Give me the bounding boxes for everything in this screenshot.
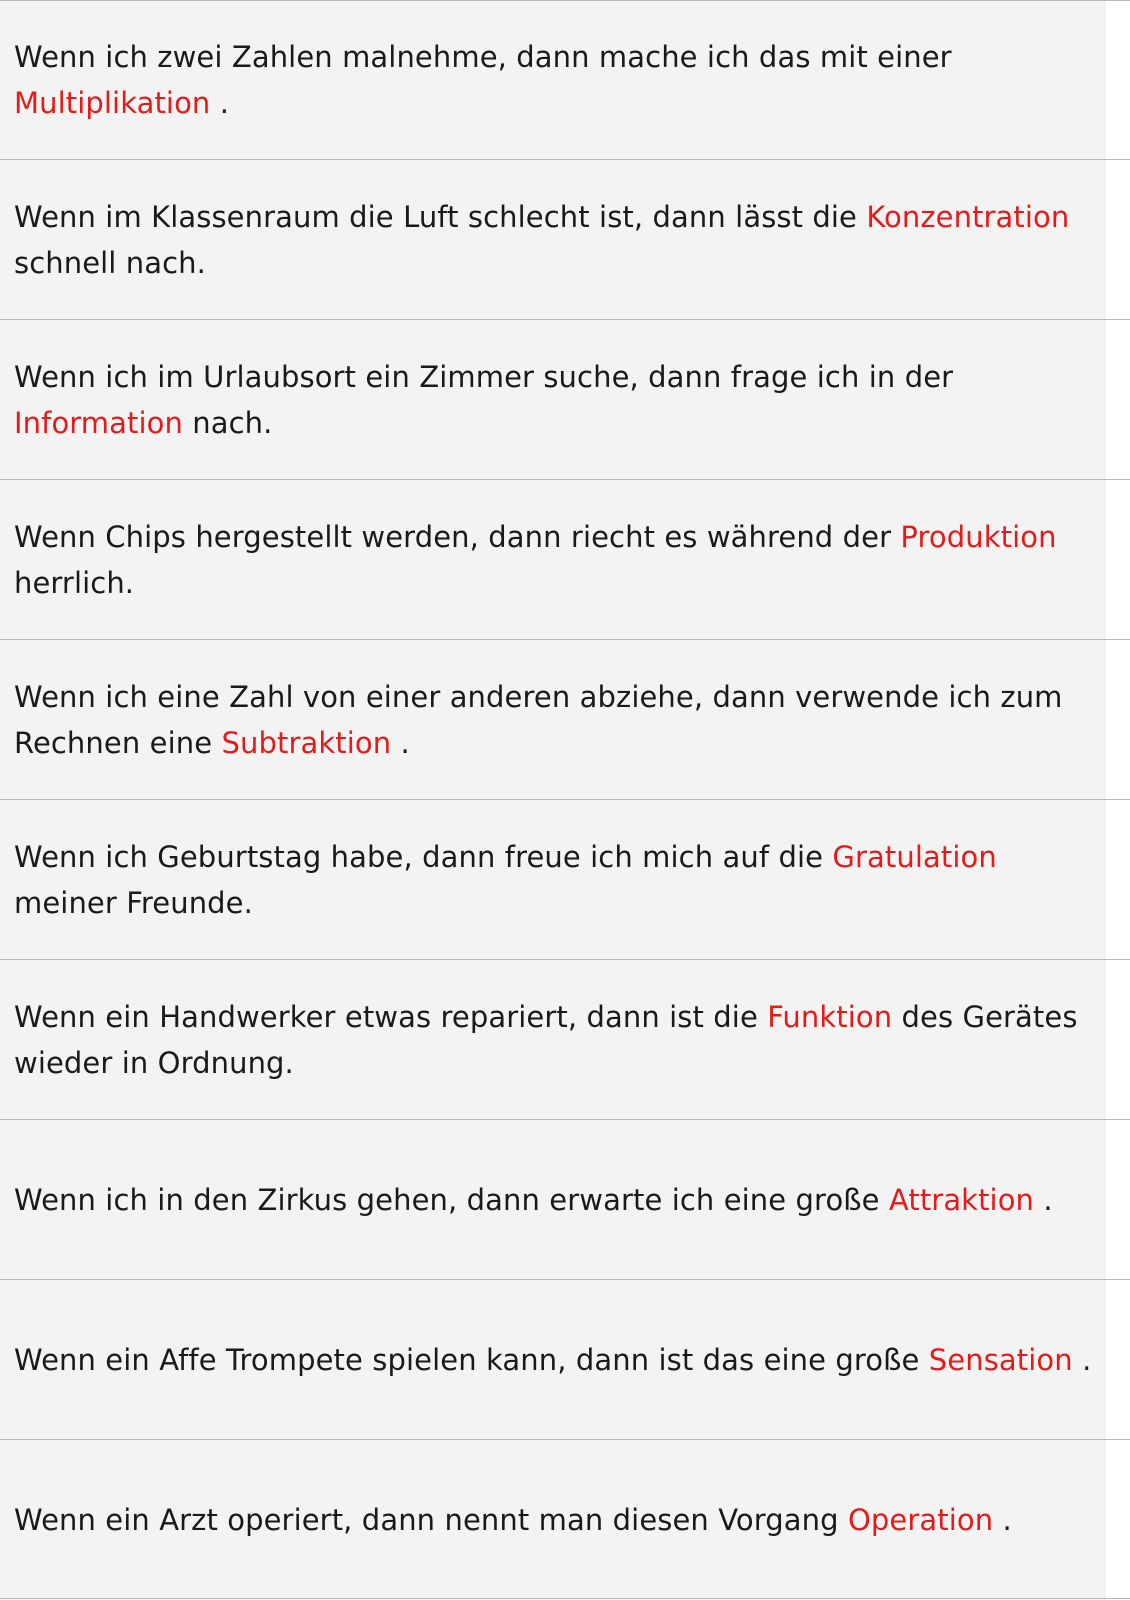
sentence-text bbox=[14, 674, 1092, 766]
sentence-after: . bbox=[210, 85, 230, 120]
sentence-before: Wenn ich in den Zirkus gehen, dann erwarte ich eine große bbox=[14, 1182, 889, 1217]
answer-word: Subtraktion bbox=[221, 725, 392, 760]
sentence-row-3 bbox=[0, 320, 1106, 479]
answer-word: Attraktion bbox=[888, 1182, 1035, 1217]
sentence-text bbox=[14, 354, 1092, 446]
sentence-before: Wenn im Klassenraum die Luft schlecht ist, dann lässt die bbox=[14, 199, 867, 234]
sentence-before: Wenn ich im Urlaubsort ein Zimmer suche, dann frage ich in der bbox=[14, 359, 954, 394]
answer-word: Produktion bbox=[900, 519, 1057, 554]
sentence-row-4 bbox=[0, 480, 1106, 639]
sentence-text bbox=[14, 1337, 1091, 1383]
sentence-after: des Gerätes wieder in Ordnung. bbox=[14, 999, 1078, 1080]
answer-word: Gratulation bbox=[832, 839, 997, 874]
sentence-after: . bbox=[391, 725, 410, 760]
sentence-text bbox=[14, 994, 1092, 1086]
sentence-after: . bbox=[993, 1502, 1012, 1537]
page-margin bbox=[1106, 0, 1130, 1600]
sentence-text bbox=[14, 1177, 1053, 1223]
sentence-before: Wenn ein Affe Trompete spielen kann, dann ist das eine große bbox=[14, 1342, 929, 1377]
sentence-row-7 bbox=[0, 960, 1106, 1119]
sentence-text bbox=[14, 834, 1092, 926]
answer-word: Sensation bbox=[928, 1342, 1073, 1377]
sentence-text bbox=[14, 1497, 1012, 1543]
sentence-before: Wenn ich eine Zahl von einer anderen abziehe, dann verwende ich zum Rechnen eine bbox=[14, 679, 1063, 760]
answer-word: Information bbox=[14, 405, 183, 440]
sentence-after: herrlich. bbox=[14, 565, 135, 600]
sentence-row-1 bbox=[0, 0, 1106, 159]
sentence-after: meiner Freunde. bbox=[14, 885, 253, 920]
sentence-after: . bbox=[1072, 1342, 1092, 1377]
divider bbox=[0, 1598, 1130, 1599]
sentence-text bbox=[14, 514, 1092, 606]
sentence-after: . bbox=[1034, 1182, 1053, 1217]
sentence-after: schnell nach. bbox=[14, 245, 206, 280]
sentence-before: Wenn ein Handwerker etwas repariert, dann ist die bbox=[14, 999, 768, 1034]
sentence-row-5 bbox=[0, 640, 1106, 799]
sentence-before: Wenn ich Geburtstag habe, dann freue ich mich auf die bbox=[14, 839, 833, 874]
sentence-row-8 bbox=[0, 1120, 1106, 1279]
sentence-before: Wenn ich zwei Zahlen malnehme, dann mache ich das mit einer bbox=[14, 39, 952, 74]
answer-word: Operation bbox=[847, 1502, 994, 1537]
sentence-before: Wenn Chips hergestellt werden, dann riecht es während der bbox=[14, 519, 901, 554]
sentence-row-2 bbox=[0, 160, 1106, 319]
answer-word: Funktion bbox=[767, 999, 893, 1034]
sentence-row-9 bbox=[0, 1280, 1106, 1439]
answer-word: Konzentration bbox=[866, 199, 1070, 234]
sentence-row-10 bbox=[0, 1440, 1106, 1599]
sentence-text bbox=[14, 194, 1092, 286]
sentence-before: Wenn ein Arzt operiert, dann nennt man diesen Vorgang bbox=[14, 1502, 848, 1537]
sentence-row-6 bbox=[0, 800, 1106, 959]
sentence-after: nach. bbox=[182, 405, 273, 440]
answer-word: Multiplikation bbox=[14, 85, 211, 120]
sentence-text bbox=[14, 34, 952, 126]
